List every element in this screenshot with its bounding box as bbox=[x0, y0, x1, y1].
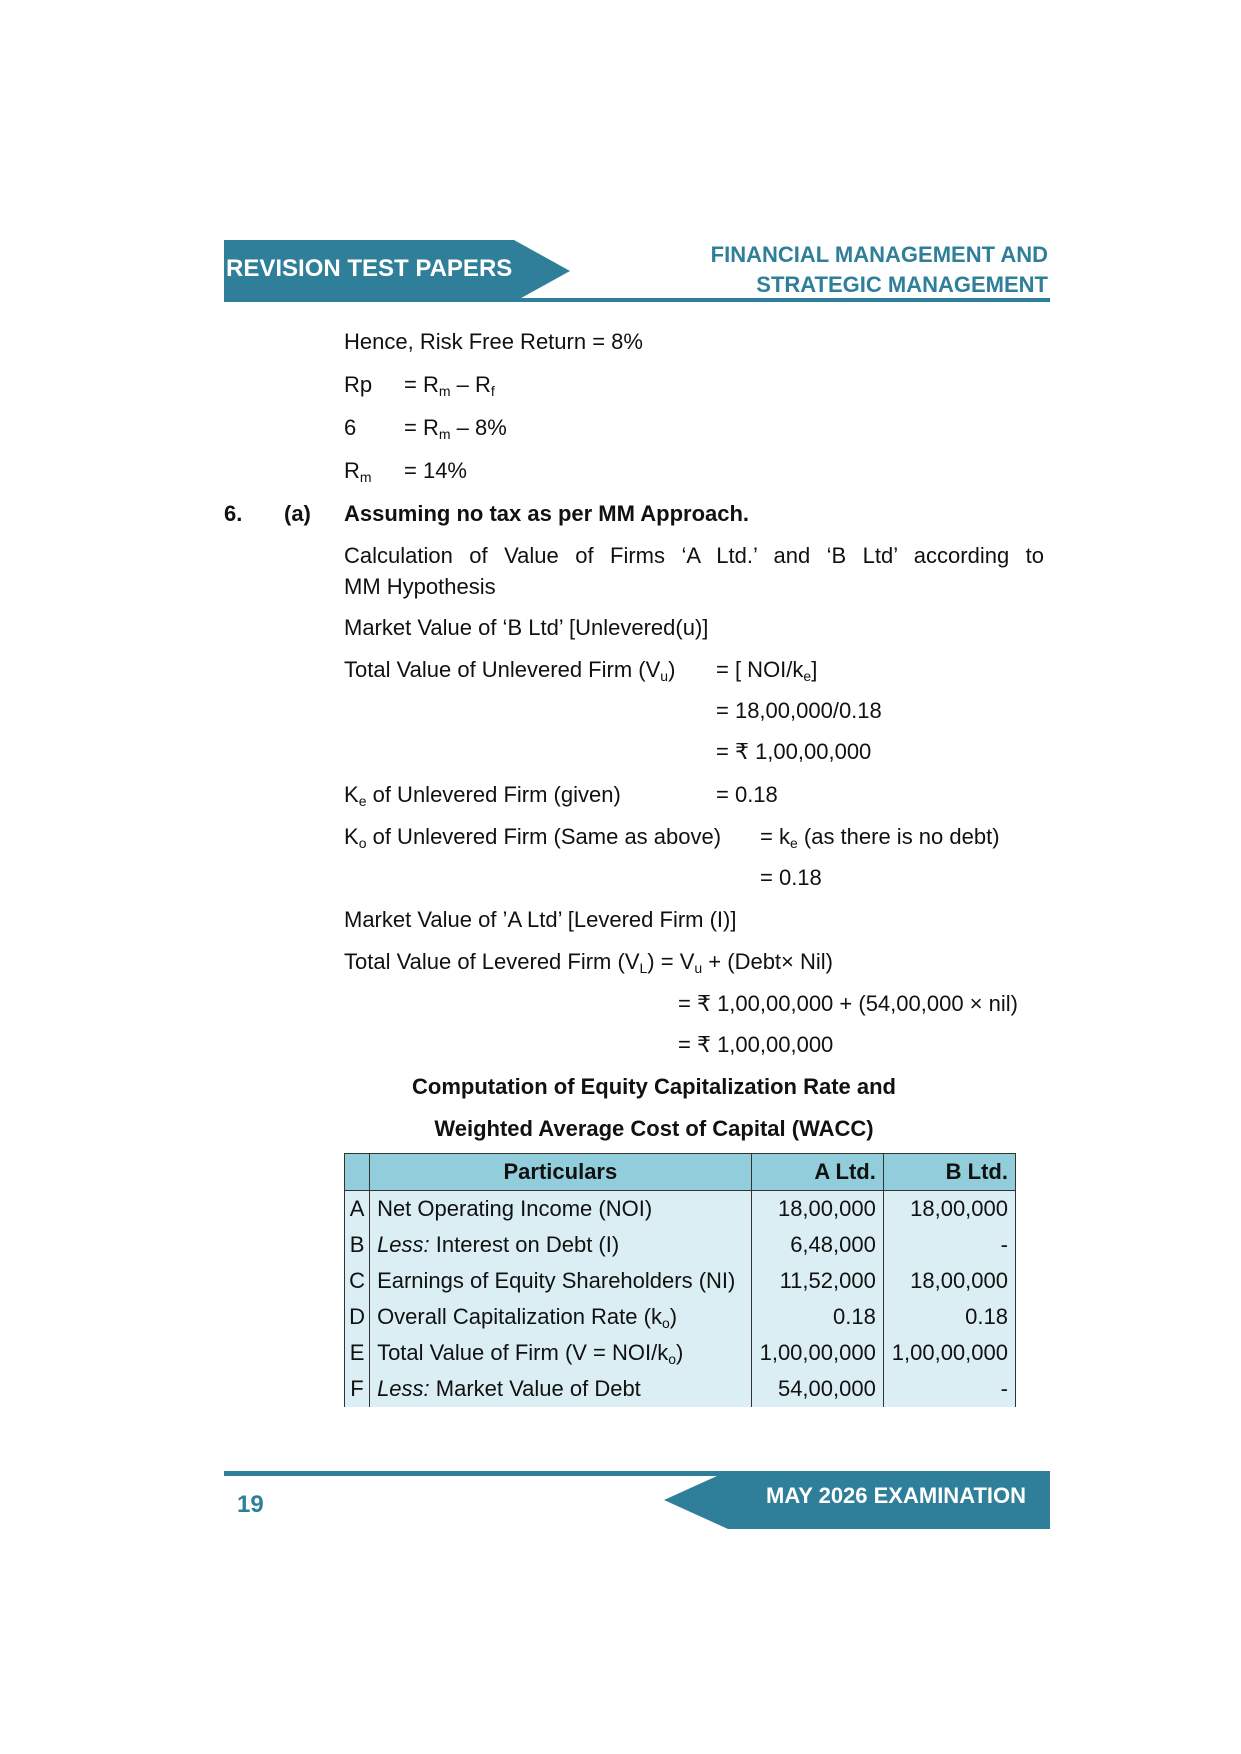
calculation-intro-line-1: Calculation of Value of Firms ‘A Ltd.’ and ‘B Ltd’ according to bbox=[344, 543, 1044, 568]
ke-label: $K_e$ of Unlevered Firm (given) bbox=[344, 782, 621, 809]
levered-value-eq-3: = ₹ 1,00,00,000 bbox=[678, 1032, 834, 1057]
row-b-value: 18,00,000 bbox=[883, 1191, 1015, 1228]
risk-free-line: Hence, Risk Free Return = 8% bbox=[344, 329, 643, 354]
row-b-value: 1,00,00,000 bbox=[883, 1335, 1015, 1371]
footer-exam-label: MAY 2026 EXAMINATION bbox=[766, 1483, 1027, 1508]
unlevered-value-eq-1: = [ NOI/$k_e$] bbox=[716, 657, 818, 684]
table-row bbox=[345, 1191, 1016, 1228]
wacc-table bbox=[344, 1153, 1016, 1407]
row-a-value: 18,00,000 bbox=[751, 1191, 883, 1228]
table-row bbox=[345, 1263, 1016, 1299]
question-part: (a) bbox=[284, 501, 311, 526]
ke-equation: = 0.18 bbox=[716, 782, 778, 807]
table-header-row bbox=[345, 1154, 1016, 1191]
row-b-value: 18,00,000 bbox=[883, 1263, 1015, 1299]
unlevered-value-eq-2: = 18,00,000/0.18 bbox=[716, 698, 882, 723]
rm-label: $R_m$ bbox=[344, 458, 372, 485]
row-a-value: 11,52,000 bbox=[751, 1263, 883, 1299]
levered-value-eq-2: = ₹ 1,00,00,000 + (54,00,000 × nil) bbox=[678, 991, 1018, 1016]
ko-equation-2: = 0.18 bbox=[760, 865, 822, 890]
row-particular: Less: Market Value of Debt bbox=[370, 1371, 752, 1407]
header-subject-line-1: FINANCIAL MANAGEMENT AND bbox=[710, 242, 1048, 267]
levered-value-line: Total Value of Levered Firm $(V_L) = V_u$ + (Debt× Nil) bbox=[344, 949, 833, 976]
row-key: F bbox=[345, 1371, 370, 1407]
market-value-a-heading: Market Value of ’A Ltd’ [Levered Firm (I)] bbox=[344, 907, 737, 932]
row-a-value: 6,48,000 bbox=[751, 1227, 883, 1263]
six-label: 6 bbox=[344, 415, 357, 440]
calculation-intro-line-2: MM Hypothesis bbox=[344, 574, 496, 599]
header-b-ltd: B Ltd. bbox=[883, 1154, 1015, 1191]
question-number: 6. bbox=[224, 501, 243, 526]
six-equation: = $R_m - 8\%$ bbox=[404, 415, 507, 442]
page-number: 19 bbox=[237, 1491, 264, 1518]
row-b-value: 0.18 bbox=[883, 1299, 1015, 1335]
row-a-value: 0.18 bbox=[751, 1299, 883, 1335]
rm-equation: = 14% bbox=[404, 458, 467, 483]
table-row bbox=[345, 1371, 1016, 1407]
header-key bbox=[345, 1154, 370, 1191]
rp-label: Rp bbox=[344, 372, 373, 397]
table-row bbox=[345, 1227, 1016, 1263]
row-b-value: - bbox=[883, 1371, 1015, 1407]
table-row bbox=[345, 1299, 1016, 1335]
header-particulars: Particulars bbox=[370, 1154, 752, 1191]
market-value-b-heading: Market Value of ‘B Ltd’ [Unlevered(u)] bbox=[344, 615, 709, 640]
header-subject-line-2: STRATEGIC MANAGEMENT bbox=[756, 272, 1048, 297]
row-key: A bbox=[345, 1191, 370, 1228]
rp-equation: = $R_m - R_f$ bbox=[404, 372, 495, 399]
header-subject bbox=[711, 240, 1048, 300]
row-key: E bbox=[345, 1335, 370, 1371]
row-a-value: 1,00,00,000 bbox=[751, 1335, 883, 1371]
unlevered-value-eq-3: = ₹ 1,00,00,000 bbox=[716, 739, 872, 764]
row-a-value: 54,00,000 bbox=[751, 1371, 883, 1407]
question-heading: Assuming no tax as per MM Approach. bbox=[344, 501, 750, 526]
row-particular: Less: Interest on Debt (I) bbox=[370, 1227, 752, 1263]
ko-equation-1: = $k_e$ (as there is no debt) bbox=[760, 824, 1000, 851]
table-title-line-2: Weighted Average Cost of Capital (WACC) bbox=[434, 1116, 874, 1141]
row-particular: Total Value of Firm (V = NOI/$k_o$) bbox=[370, 1335, 752, 1371]
header-a-ltd: A Ltd. bbox=[751, 1154, 883, 1191]
table-title-line-1: Computation of Equity Capitalization Rate and bbox=[412, 1074, 896, 1099]
unlevered-value-label: Total Value of Unlevered Firm $(V_u)$ bbox=[344, 657, 676, 684]
header-title: REVISION TEST PAPERS bbox=[226, 255, 513, 282]
table-row bbox=[345, 1335, 1016, 1371]
ko-label: $K_o$ of Unlevered Firm (Same as above) bbox=[344, 824, 722, 851]
row-particular: Net Operating Income (NOI) bbox=[370, 1191, 752, 1228]
footer-arrow-shape bbox=[664, 1471, 728, 1529]
row-key: D bbox=[345, 1299, 370, 1335]
row-particular: Earnings of Equity Shareholders (NI) bbox=[370, 1263, 752, 1299]
header-arrow-shape bbox=[514, 240, 570, 302]
row-key: B bbox=[345, 1227, 370, 1263]
row-key: C bbox=[345, 1263, 370, 1299]
row-particular: Overall Capitalization Rate $(k_o)$ bbox=[370, 1299, 752, 1335]
row-b-value: - bbox=[883, 1227, 1015, 1263]
